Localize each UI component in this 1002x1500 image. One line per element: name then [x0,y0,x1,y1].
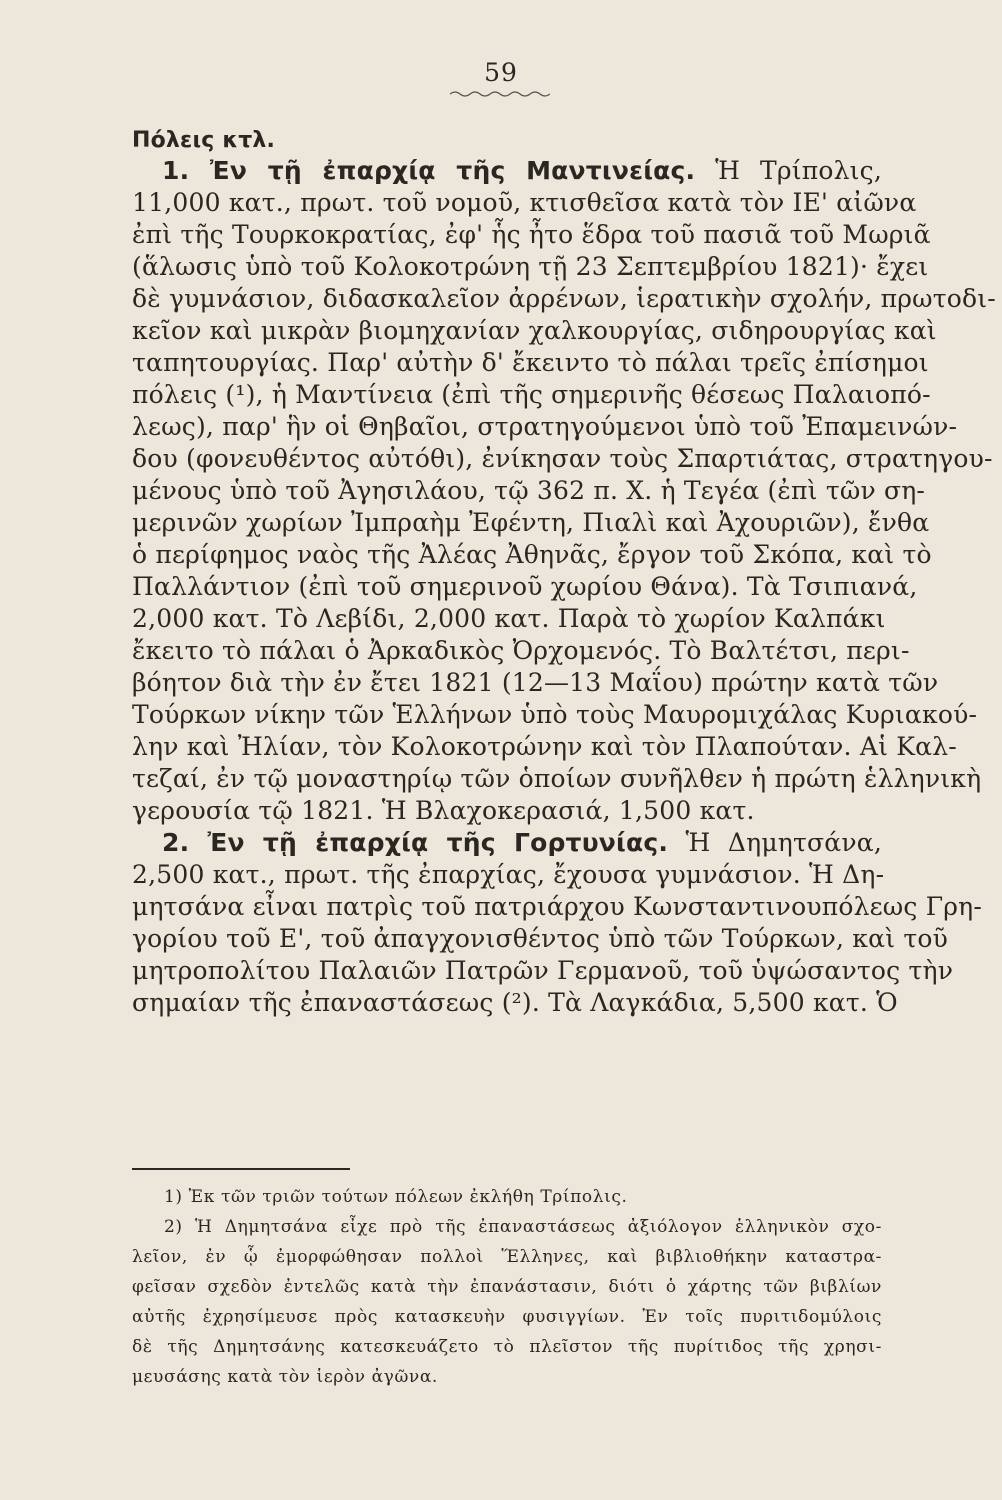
main-text [132,123,996,1019]
text-line: τεζαί, ἐν τῷ μοναστηρίῳ τῶν ὁποίων συνῆλθεν ἡ πρώτη ἑλληνικὴ [132,764,982,793]
section-heading: Πόλεις κτλ. [132,128,276,153]
subsection-2-label: 2. Ἐν τῇ ἐπαρχίᾳ τῆς Γορτυνίας. [162,828,669,857]
footnote-2-line: αὐτῆς ἐχρησίμευσε πρὸς κατασκευὴν φυσιγγίων. Ἐν τοῖς πυριτιδομύλοις [132,1307,882,1327]
text-line: βόητον διὰ τὴν ἐν ἔτει 1821 (12—13 Μαΐου) πρώτην κατὰ τῶν [132,668,939,697]
text-line: δου (φονευθέντος αὐτόθι), ἐνίκησαν τοὺς Σπαρτιάτας, στρατηγου- [132,444,993,473]
text-line: πόλεις (¹), ἡ Μαντίνεια (ἐπὶ τῆς σημερινῆς θέσεως Παλαιοπό- [132,380,931,409]
text-line: λεως), παρ' ἣν οἱ Θηβαῖοι, στρατηγούμενοι ὑπὸ τοῦ Ἐπαμεινών- [132,412,958,441]
footnote-1: 1) Ἐκ τῶν τριῶν τούτων πόλεων ἐκλήθη Τρίπολις. [164,1187,628,1207]
footnote-2-line: φεῖσαν σχεδὸν ἐντελῶς κατὰ τὴν ἐπανάστασιν, διότι ὁ χάρτης τῶν βιβλίων [132,1277,882,1297]
text-line: δὲ γυμνάσιον, διδασκαλεῖον ἀρρένων, ἱερατικὴν σχολήν, πρωτοδι- [132,284,996,313]
footnote-2-line: λεῖον, ἐν ᾧ ἐμορφώθησαν πολλοὶ Ἕλληνες, καὶ βιβλιοθήκην καταστρα- [132,1247,882,1267]
text-line: ἔκειτο τὸ πάλαι ὁ Ἀρκαδικὸς Ὀρχομενός. Τὸ Βαλτέτσι, περι- [132,636,910,665]
text-line: ὁ περίφημος ναὸς τῆς Ἀλέας Ἀθηνᾶς, ἔργον τοῦ Σκόπα, καὶ τὸ [132,540,932,569]
text-line: ταπητουργίας. Παρ' αὐτὴν δ' ἔκειντο τὸ πάλαι τρεῖς ἐπίσημοι [132,348,929,377]
text-line: λην καὶ Ἠλίαν, τὸν Κολοκοτρώνην καὶ τὸν Πλαπούταν. Αἱ Καλ- [132,732,957,761]
text-line: γορίου τοῦ Ε', τοῦ ἀπαγχονισθέντος ὑπὸ τῶν Τούρκων, καὶ τοῦ [132,924,949,953]
subsection-2-first-line [132,827,882,859]
text-line: σημαίαν τῆς ἐπαναστάσεως (²). Τὰ Λαγκάδια, 5,500 κατ. Ὁ [132,988,898,1017]
text-line: 11,000 κατ., πρωτ. τοῦ νομοῦ, κτισθεῖσα κατὰ τὸν ΙΕ' αἰῶνα [132,188,917,217]
footnote-2-line: δὲ τῆς Δημητσάνης κατεσκευάζετο τὸ πλεῖστον τῆς πυρίτιδος τῆς χρησι- [132,1337,882,1357]
subsection-1-label: 1. Ἐν τῇ ἐπαρχίᾳ τῆς Μαντινείας. [162,156,696,185]
subsection-1-first-line [132,155,882,187]
text-line: Ἡ Τρίπολις, [715,156,882,185]
text-line: 2,500 κατ., πρωτ. τῆς ἐπαρχίας, ἔχουσα γυμνάσιον. Ἡ Δη- [132,860,885,889]
text-line: ἐπὶ τῆς Τουρκοκρατίας, ἐφ' ἧς ἦτο ἕδρα τοῦ πασιᾶ τοῦ Μωριᾶ [132,220,931,249]
text-line: Παλλάντιον (ἐπὶ τοῦ σημερινοῦ χωρίου Θάνα). Τὰ Τσιπιανά, [132,572,918,601]
footnotes [132,1182,882,1392]
text-line: κεῖον καὶ μικρὰν βιομηχανίαν χαλκουργίας, σιδηρουργίας καὶ [132,316,937,345]
text-line: μητροπολίτου Παλαιῶν Πατρῶν Γερμανοῦ, τοῦ ὑψώσαντος τὴν [132,956,954,985]
text-line: γερουσία τῷ 1821. Ἡ Βλαχοκερασιά, 1,500 κατ. [132,796,755,825]
text-line: (ἅλωσις ὑπὸ τοῦ Κολοκοτρώνη τῇ 23 Σεπτεμβρίου 1821)· ἔχει [132,252,929,281]
text-line: μερινῶν χωρίων Ἰμπραὴμ Ἐφέντη, Πιαλὶ καὶ Ἀχουριῶν), ἔνθα [132,508,930,537]
wavy-ornament-icon [450,90,550,98]
footnote-2-line: 2) Ἡ Δημητσάνα εἶχε πρὸ τῆς ἐπαναστάσεως ἀξιόλογον ἑλληνικὸν σχο- [164,1217,882,1237]
text-line: 2,000 κατ. Τὸ Λεβίδι, 2,000 κατ. Παρὰ τὸ χωρίον Καλπάκι [132,604,886,633]
footnote-divider [132,1168,350,1170]
text-line: μένους ὑπὸ τοῦ Ἀγησιλάου, τῷ 362 π. Χ. ἡ Τεγέα (ἐπὶ τῶν ση- [132,476,926,505]
footnote-2-line: μευσάσης κατὰ τὸν ἱερὸν ἀγῶνα. [132,1367,438,1387]
page-number: 59 [484,58,518,87]
text-line: Τούρκων νίκην τῶν Ἑλλήνων ὑπὸ τοὺς Μαυρομιχάλας Κυριακού- [132,700,978,729]
text-line: Ἡ Δημητσάνα, [685,828,882,857]
text-line: μητσάνα εἶναι πατρὶς τοῦ πατριάρχου Κωνσταντινουπόλεως Γρη- [132,892,982,921]
